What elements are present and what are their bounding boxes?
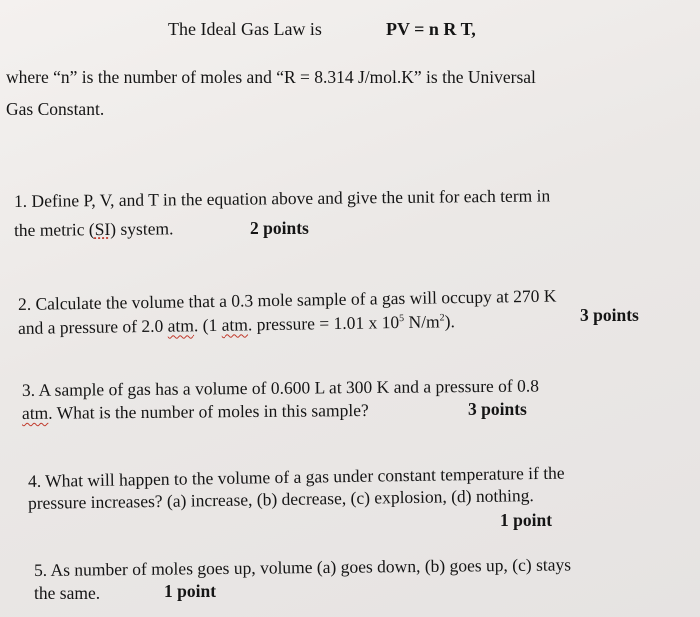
definition-line-2: Gas Constant. — [6, 99, 105, 119]
question-1-points: 2 points — [250, 218, 309, 238]
q2-text-d: N/m — [403, 311, 440, 332]
q2-text-a: and a pressure of 2.0 — [17, 315, 168, 338]
question-2-line-2 — [18, 311, 455, 338]
question-5-line-2: the same. — [34, 583, 101, 603]
law-intro: The Ideal Gas Law is — [168, 19, 322, 39]
q2-text-e: ). — [444, 311, 456, 332]
question-2-line-1: 2. Calculate the volume that a 0.3 mole sample of a gas will occupy at 270 K — [17, 285, 557, 314]
question-4-line-1: 4. What will happen to the volume of a gas under constant temperature if the — [27, 462, 565, 491]
definition-line-1: where “n” is the number of moles and “R = 8.314 J/mol.K” is the Universal — [6, 67, 536, 87]
question-2-points: 3 points — [580, 305, 639, 325]
ideal-gas-equation: PV = n R T, — [386, 19, 476, 39]
q2-exponent: 5 — [399, 313, 405, 325]
q3-atm: atm — [21, 402, 49, 423]
question-5-line-1: 5. As number of moles goes up, volume (a) goes down, (b) goes up, (c) stays — [33, 554, 572, 580]
q2-atm-2: atm — [221, 314, 249, 335]
question-3-line-1: 3. A sample of gas has a volume of 0.600 L at 300 K and a pressure of 0.8 — [21, 375, 540, 400]
q2-text-c: . pressure = 1.01 x 10 — [247, 312, 400, 335]
question-1-line-2 — [14, 218, 174, 240]
q1-text-b: ) system. — [110, 218, 174, 239]
q1-si-term: SI — [94, 218, 111, 240]
q2-text-b: . (1 — [193, 314, 222, 336]
question-4-points: 1 point — [500, 510, 553, 530]
question-3-line-2 — [22, 400, 369, 423]
question-5-points: 1 point — [164, 581, 217, 601]
q3-text: . What is the number of moles in this sample? — [48, 399, 369, 423]
q1-text-a: the metric ( — [13, 219, 95, 240]
question-1-line-1: 1. Define P, V, and T in the equation above and give the unit for each term in — [13, 185, 551, 211]
question-4-line-2: pressure increases? (a) increase, (b) decrease, (c) explosion, (d) nothing. — [27, 485, 534, 513]
q2-atm-1: atm — [167, 315, 195, 336]
q2-exponent-2: 2 — [439, 312, 445, 324]
question-3-points: 3 points — [468, 399, 527, 419]
